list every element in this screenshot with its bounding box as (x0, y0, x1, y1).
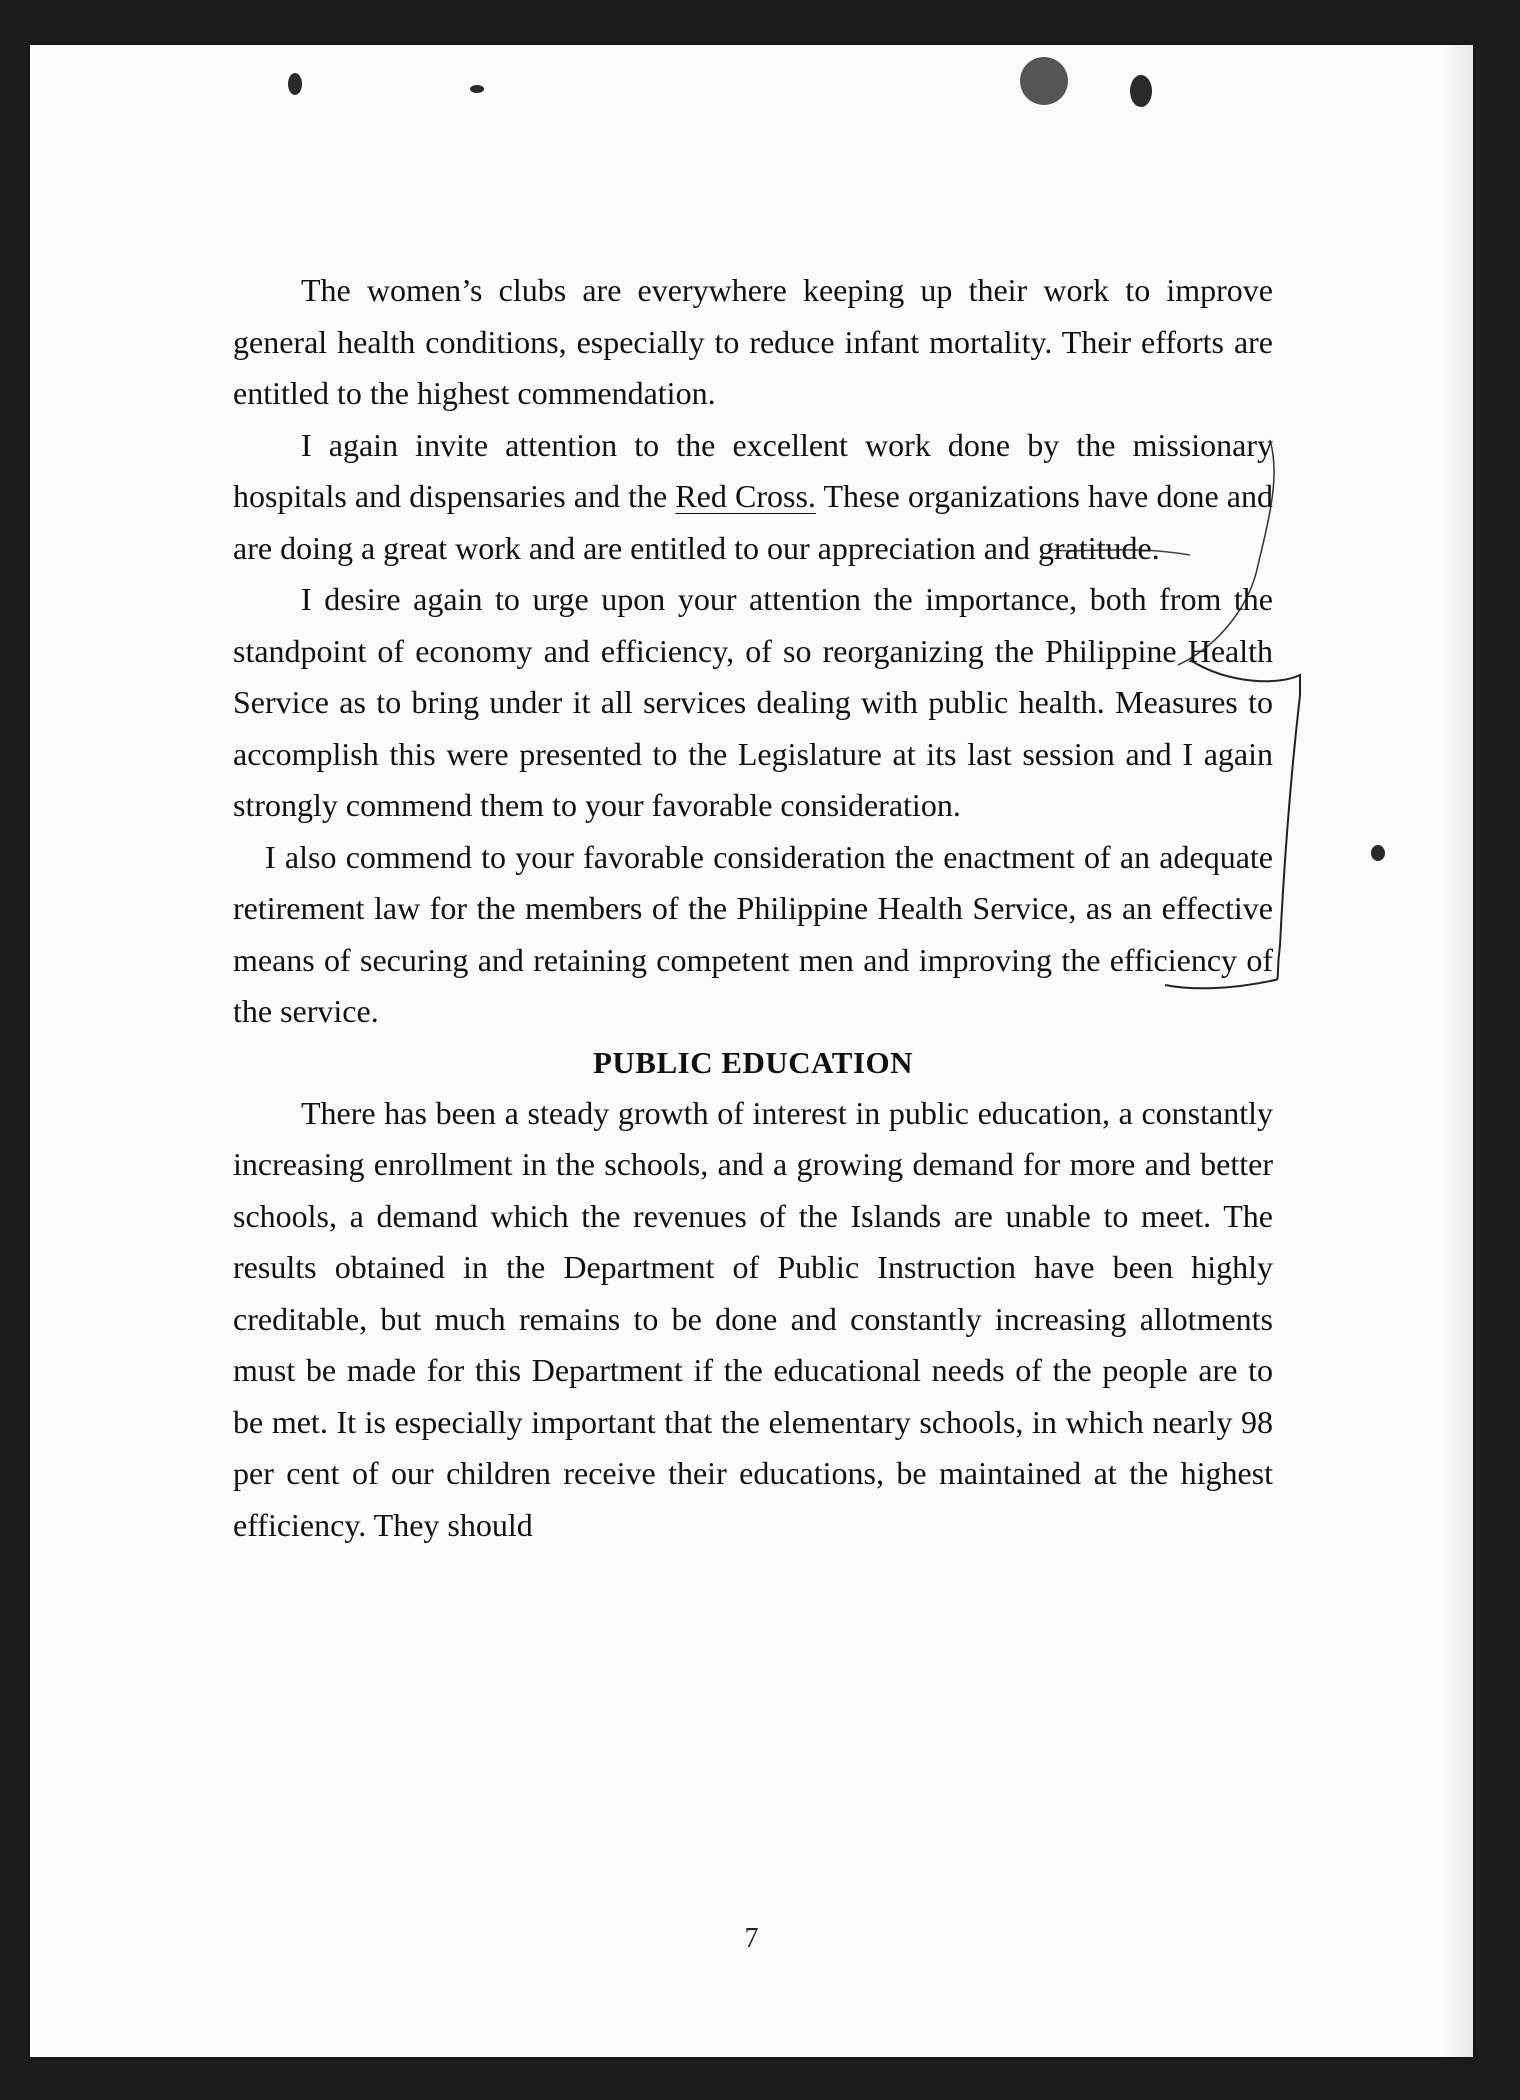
red-cross-text-before: I again invite attention to the excellent work done by the missionary hospitals and dispensaries and the (233, 426, 1273, 514)
ink-spot (1371, 845, 1385, 861)
red-cross-underlined: Red Cross. (675, 478, 816, 514)
body-text (233, 265, 1273, 1551)
ink-spot (288, 73, 302, 95)
paragraph-public-education: There has been a steady growth of interest in public education, a constantly increasing enrollment in the schools, and a growing demand for more and better schools, a demand which the revenues of the Islands are unable to meet. The results obtained in the Department of Public Instruction have been highly creditable, but much remains to be done and constantly increasing allotments must be made for this Department if the educational needs of the people are to be met. It is especially important that the elementary schools, in which nearly 98 per cent of our children receive their educations, be maintained at the highest efficiency. They should (233, 1094, 1273, 1543)
ink-spot (470, 85, 484, 93)
section-heading-public-education: PUBLIC EDUCATION (592, 1044, 914, 1080)
paragraph-retirement-law: I also commend to your favorable consideration the enactment of an adequate retirement law for the members of the Philippine Health Service, as an effective means of securing and retaining competent men and improving the efficiency of the service. (233, 838, 1273, 1029)
page-number: 7 (744, 1923, 759, 1954)
ink-spot (1020, 57, 1068, 105)
red-cross-text-after: These organizations have done and are doing a great work and are entitled to our appreciation and gratitude. (233, 478, 1274, 566)
paragraph-red-cross (233, 420, 1273, 575)
page-edge-shade (1443, 45, 1473, 2057)
document-page (30, 45, 1473, 2057)
ink-spot (1130, 75, 1152, 107)
paragraph-health-service: I desire again to urge upon your attention the importance, both from the standpoint of economy and efficiency, of so reorganizing the Philippine Health Service as to bring under it all services dealing with public health. Measures to accomplish this were presented to the Legislature at its last session and I again strongly commend them to your favorable consideration. (233, 581, 1273, 823)
paragraph-womens-clubs: The women’s clubs are everywhere keeping up their work to improve general health conditions, especially to reduce infant mortality. Their efforts are entitled to the highest commendation. (233, 272, 1273, 411)
